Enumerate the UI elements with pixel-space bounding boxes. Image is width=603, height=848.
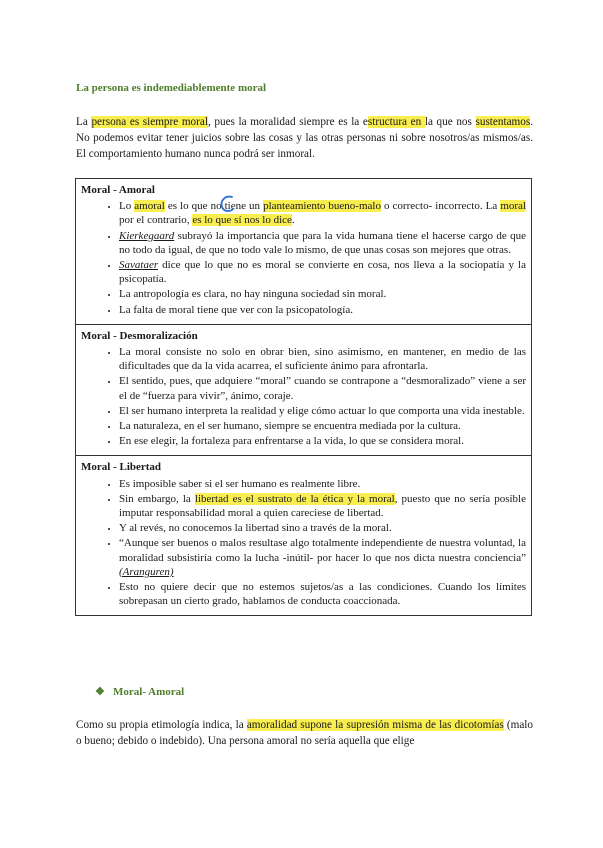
list-item: • En ese elegir, la fortaleza para enfrentarse a la vida, lo que se considera moral.: [119, 434, 526, 448]
list-item: • Sin embargo, la libertad es el sustrato de la ética y la moral, puesto que no sería posible imputar responsabilidad moral a quien careciese de libertad.: [119, 492, 526, 520]
section-moral-libertad: [76, 455, 531, 615]
diamond-bullet-icon: ❖: [95, 686, 105, 698]
closing-paragraph: Como su propia etimología indica, la amoralidad supone la supresión misma de las dicotomías (malo o bueno; debido o indebido). Una persona amoral no sería aquella que elige: [76, 719, 533, 747]
list-item: • Es imposible saber si el ser humano es realmente libre.: [119, 477, 526, 491]
highlight: structura en: [367, 116, 425, 128]
section-heading: Moral - Desmoralización: [81, 329, 198, 342]
section-title: La persona es indemediablemente moral: [76, 82, 267, 94]
highlight: planteamiento bueno-malo: [263, 200, 381, 213]
intro-text: la que nos: [424, 116, 476, 128]
subsection-heading: [95, 685, 184, 698]
intro-text: La: [76, 116, 92, 128]
list-item: • “Aunque ser buenos o malos resultase algo totalmente independiente de nuestra voluntad, la moralidad subsistiría como la lucha -inútil- por hacer lo que nos dicta nuestra conciencia” (Aranguren): [119, 536, 526, 579]
list-item: • Kierkegaard subrayó la importancia que para la vida humana tiene el hacerse cargo de que no todo da igual, de que no todo vale lo mismo, de que unas cosas son mejores que otras.: [119, 229, 526, 257]
list-item: • Y al revés, no conocemos la libertad sino a través de la moral.: [119, 521, 526, 535]
highlight: sustentamos: [475, 116, 531, 128]
pen-annotation-icon: [219, 194, 235, 214]
highlight: libertad es el sustrato de la ética y la moral: [194, 492, 395, 505]
list-item: • Savataer dice que lo que no es moral se convierte en cosa, nos lleva a la sociopatía y la psicopatía.: [119, 258, 526, 286]
section-moral-desmoralizacion: [76, 324, 531, 456]
section-heading: Moral - Libertad: [81, 461, 162, 474]
highlight: amoral: [134, 200, 165, 213]
author-name: (Aranguren): [119, 565, 174, 578]
highlight: amoralidad supone la supresión misma de las dicotomías: [246, 719, 504, 731]
list-item: • La moral consiste no solo en obrar bien, sino asimismo, en mantener, en medio de las dificultades que da la vida acarrea, el suficiente ánimo para afrontarla.: [119, 345, 526, 373]
list-item: • El sentido, pues, que adquiere “moral” cuando se contrapone a “desmoralizado” viene a ser el de “fuerza para vivir”, ánimo, coraje.: [119, 374, 526, 402]
summary-table: [75, 178, 532, 616]
list-item: • Lo amoral es lo que no tiene un planteamiento bueno-malo o correcto- incorrecto. La moral por el contrario, es lo que sí nos lo dice.: [119, 199, 526, 227]
list-item: • La antropología es clara, no hay ninguna sociedad sin moral.: [119, 287, 526, 301]
highlight: es lo que sí nos lo dice: [192, 214, 292, 227]
highlight: moral: [500, 200, 526, 213]
list-item: • Esto no quiere decir que no estemos sujetos/as a las condiciones. Cuando los límites sobrepasan un cierto grado, hablamos de conducta coaccionada.: [119, 580, 526, 608]
author-name: Kierkegaard: [119, 229, 175, 242]
section-moral-amoral: [76, 179, 531, 324]
intro-text: , pues la moralidad siempre es la e: [207, 116, 368, 128]
intro-paragraph: [76, 114, 533, 162]
list-item: • La falta de moral tiene que ver con la psicopatología.: [119, 303, 526, 317]
subsection-heading-text: Moral- Amoral: [113, 686, 185, 698]
intro-text: . No podemos evitar tener juicios sobre las cosas y las otras personas ni sobre nosotros/as mismos/as. El comportamiento humano nunca podrá ser inmoral.: [76, 116, 533, 160]
author-name: Savataer: [119, 259, 159, 272]
section-heading: Moral - Amoral: [81, 184, 155, 196]
list-item: • La naturaleza, en el ser humano, siempre se encuentra mediada por la cultura.: [119, 419, 526, 433]
highlight: persona es siempre moral: [91, 116, 208, 128]
list-item: • El ser humano interpreta la realidad y elige cómo actuar lo que comporta una vida inestable.: [119, 404, 526, 418]
